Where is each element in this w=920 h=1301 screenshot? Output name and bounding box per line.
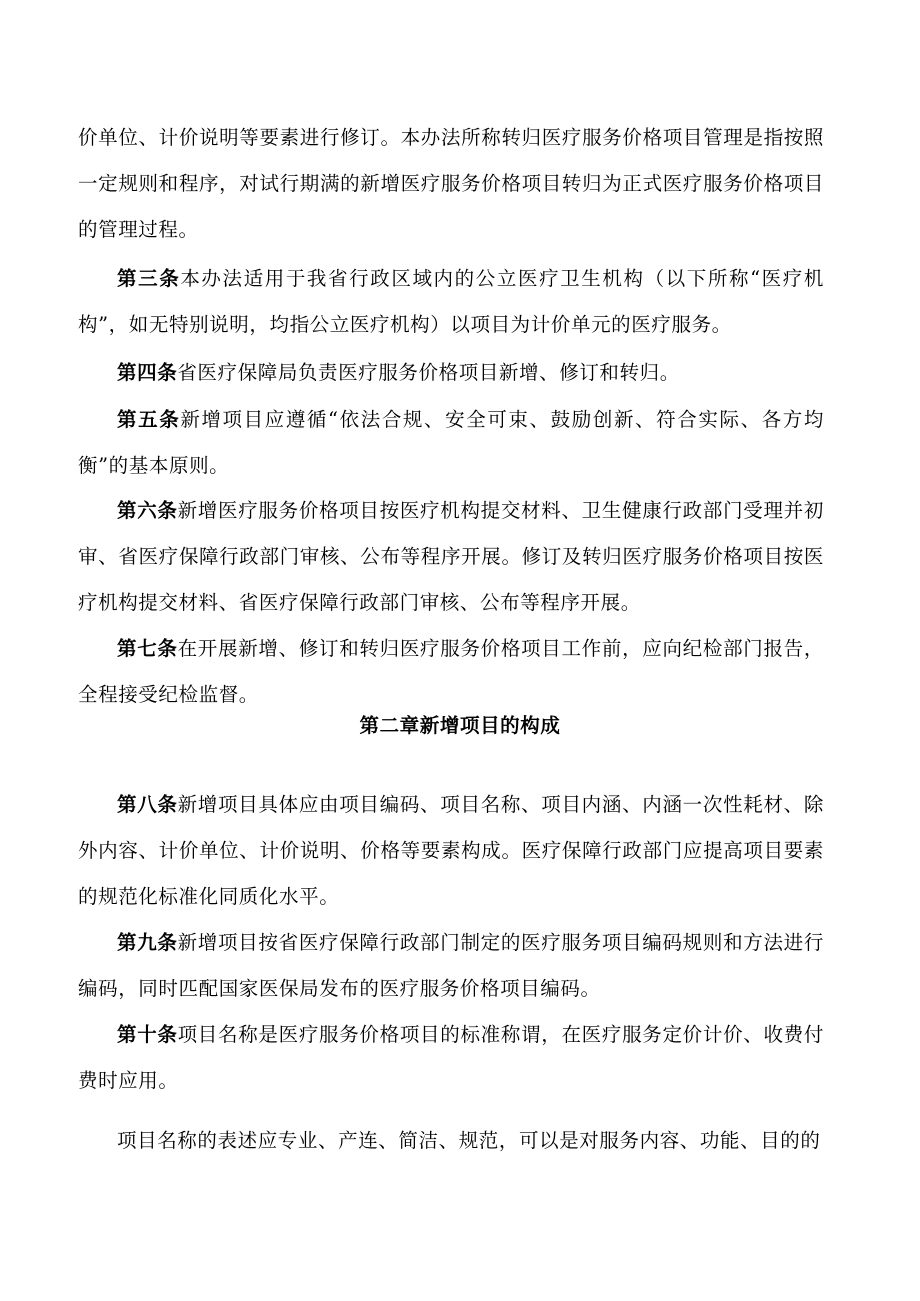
article-10 [78, 1012, 824, 1104]
article-text: 本办法适用于我省行政区域内的公立医疗卫生机构（以下所称“医疗机构”，如无特别说明，均指公立医疗机构）以项目为计价单元的医疗服务。 [78, 267, 824, 336]
article-text: 省医疗保障局负责医疗服务价格项目新增、修订和转归。 [177, 361, 680, 384]
article-3 [78, 256, 824, 348]
article-9 [78, 920, 824, 1012]
article-label: 第四条 [117, 361, 178, 384]
article-text: 新增项目应遵循“依法合规、安全可束、鼓励创新、符合实际、各方均衡”的基本原则。 [78, 408, 824, 477]
article-text: 项目名称是医疗服务价格项目的标准称谓，在医疗服务定价计价、收费付费时应用。 [78, 1023, 824, 1092]
article-label: 第三条 [117, 267, 181, 290]
article-8 [78, 782, 824, 920]
paragraph-text: 项目名称的表述应专业、产连、简洁、规范，可以是对服务内容、功能、目的的 [117, 1129, 821, 1152]
article-text: 新增项目具体应由项目编码、项目名称、项目内涵、内涵一次性耗材、除外内容、计价单位、计价说明、价格等要素构成。医疗保障行政部门应提高项目要素的规范化标准化同质化水平。 [78, 793, 824, 908]
article-6 [78, 488, 824, 626]
article-label: 第六条 [117, 499, 178, 522]
paragraph-last [78, 1118, 824, 1164]
article-label: 第八条 [117, 793, 178, 816]
article-label: 第九条 [117, 931, 178, 954]
article-5 [78, 397, 824, 489]
paragraph-continuation [78, 115, 824, 253]
article-text: 新增项目按省医疗保障行政部门制定的医疗服务项目编码规则和方法进行编码，同时匹配国家医保局发布的医疗服务价格项目编码。 [78, 931, 824, 1000]
paragraph-text: 价单位、计价说明等要素进行修订。本办法所称转归医疗服务价格项目管理是指按照一定规则和程序，对试行期满的新增医疗服务价格项目转归为正式医疗服务价格项目的管理过程。 [78, 126, 824, 241]
article-label: 第五条 [117, 408, 181, 431]
article-label: 第七条 [117, 637, 178, 660]
article-4 [78, 350, 824, 396]
article-text: 在开展新增、修订和转归医疗服务价格项目工作前，应向纪检部门报告，全程接受纪检监督。 [78, 637, 824, 706]
chapter-heading: 第二章新增项目的构成 [359, 714, 561, 737]
article-label: 第十条 [117, 1023, 178, 1046]
article-text: 新增医疗服务价格项目按医疗机构提交材料、卫生健康行政部门受理并初审、省医疗保障行政部门审核、公布等程序开展。修订及转归医疗服务价格项目按医疗机构提交材料、省医疗保障行政部门审核、公布等程序开展。 [78, 499, 824, 614]
